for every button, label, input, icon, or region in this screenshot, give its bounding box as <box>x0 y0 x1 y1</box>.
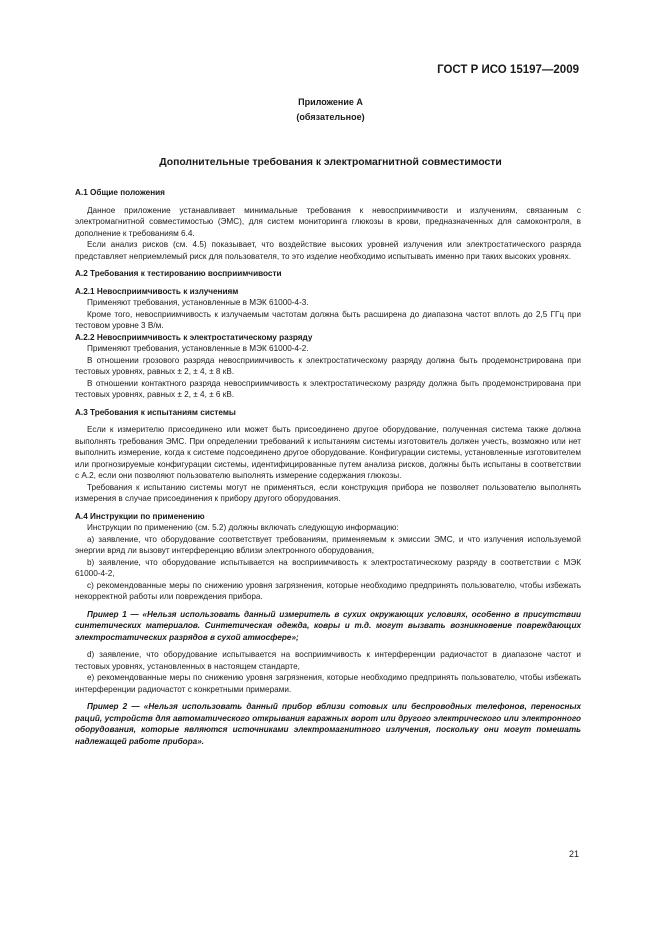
document-id: ГОСТ Р ИСО 15197—2009 <box>437 64 579 76</box>
example-1-text: «Нельзя использовать данный измеритель в сухих окружающих условиях, особенно в присутствии синтетических материалов. Синтетическая одежда, ковры и т.д. могут вызвать возникновение повреждающих электростатических разрядов в сухой атмосфере»; <box>75 609 582 642</box>
section-a4-heading: А.4 Инструкции по применению <box>75 511 205 521</box>
example-2-label: Пример 2 — <box>87 702 140 711</box>
section-a1-paragraph-1: Данное приложение устанавливает минимальные требования к невосприимчивости и излучениям, связанным с электромагнитной совместимостью (ЭМС), для систем мониторинга глюкозы в крови, предназначенных для самоконтроля, в дополнение к требованиям 6.4. <box>75 205 581 238</box>
section-a22-heading: А.2.2 Невосприимчивость к электростатическому разряду <box>75 332 313 342</box>
example-2-text: «Нельзя использовать данный прибор вблизи сотовых или беспроводных телефонов, переносных раций, устройств для автоматического открывания гаражных ворот или другого электрического или электронного оборудования, которые являются источниками электромагнитного излучения, поскольку они могут помешать надлежащей работе прибора». <box>75 702 582 746</box>
page-number: 21 <box>568 849 579 859</box>
section-a4-intro: Инструкции по применению (см. 5.2) должны включать следующую информацию: <box>87 523 399 532</box>
appendix-status: (обязательное) <box>296 112 365 122</box>
section-a3-heading: А.3 Требования к испытаниям системы <box>75 407 236 417</box>
appendix-heading <box>0 95 661 125</box>
section-a3-paragraph-1: Если к измерителю присоединено или может быть присоединено другое оборудование, полученная система также должна выполнять требования ЭМС. При определении требований к испытаниям системы изготовитель должен учесть, возможно или нет выполнить измерение, когда к системе подсоединено другое оборудование. Конфигурации системы, установленные изготовителем или прогнозируемые конфигурации системы, идентифицированные путем анализа рисков, должны быть испытаны в соответствии с А.2, если они позволяют пользователю выполнять измерение содержания глюкозы. <box>75 425 581 480</box>
section-a21-paragraph-2: Кроме того, невосприимчивость к излучаемым частотам должна быть расширена до диапазона частот вплоть до 2,5 ГГц при тестовом уровне 3 В/м. <box>75 309 581 330</box>
appendix-title: Приложение А <box>298 97 363 107</box>
list-item-a: а) заявление, что оборудование соответствует требованиям, применяемым к эмиссии ЭМС, и что излучения используемой энергии вряд ли вызовут интерференцию вблизи электронного оборудования, <box>75 534 581 555</box>
document-body <box>75 187 581 753</box>
list-item-c: с) рекомендованные меры по снижению уровня загрязнения, которые необходимо предпринять пользователю, чтобы избежать некорректной работы или повреждения прибора. <box>75 580 581 601</box>
example-2 <box>75 701 581 747</box>
section-a21-paragraph-1: Применяют требования, установленные в МЭК 61000-4-3. <box>87 298 309 307</box>
list-item-e: е) рекомендованные меры по снижению уровня загрязнения, которые необходимо предпринять пользователю, чтобы избежать интерференции радиочастот с конкретными примерами. <box>75 673 581 694</box>
section-a1-heading: А.1 Общие положения <box>75 188 165 197</box>
section-a22-paragraph-1: Применяют требования, установленные в МЭК 61000-4-2. <box>87 344 309 353</box>
list-item-d: d) заявление, что оборудование испытывается на восприимчивость к интерференции радиочастот в диапазоне частот и тестовых уровнях, установленных в настоящем стандарте, <box>75 650 581 671</box>
example-1 <box>75 609 581 644</box>
section-a22-paragraph-3: В отношении контактного разряда невосприимчивость к электростатическому разряду должна быть продемонстрирована при тестовых уровнях, равных ± 2, ± 4, ± 6 кВ. <box>75 378 581 399</box>
section-a3-paragraph-2: Требования к испытанию системы могут не применяться, если конструкция прибора не позволяет пользователю выполнять измерения в случае присоединения к прибору другого оборудования. <box>75 482 581 503</box>
list-item-b: b) заявление, что оборудование испытывается на восприимчивость к электростатическому разряду в соответствии с МЭК 61000-4-2, <box>75 557 581 578</box>
section-a1-paragraph-2: Если анализ рисков (см. 4.5) показывает, что воздействие высоких уровней излучения или электростатического разряда представляет неприемлемый риск для пользователя, то это изделие необходимо испытывать именно при таких высоких уровнях. <box>75 240 581 261</box>
main-title: Дополнительные требования к электромагнитной совместимости <box>159 157 502 168</box>
section-a21-heading: А.2.1 Невосприимчивость к излучениям <box>75 286 239 296</box>
section-a2-heading: А.2 Требования к тестированию восприимчивости <box>75 269 282 278</box>
section-a22-paragraph-2: В отношении грозового разряда невосприимчивость к электростатическому разряду должна быть продемонстрирована при тестовых уровнях, равных ± 2, ± 4, ± 8 кВ. <box>75 355 581 376</box>
example-1-label: Пример 1 — <box>87 609 139 619</box>
